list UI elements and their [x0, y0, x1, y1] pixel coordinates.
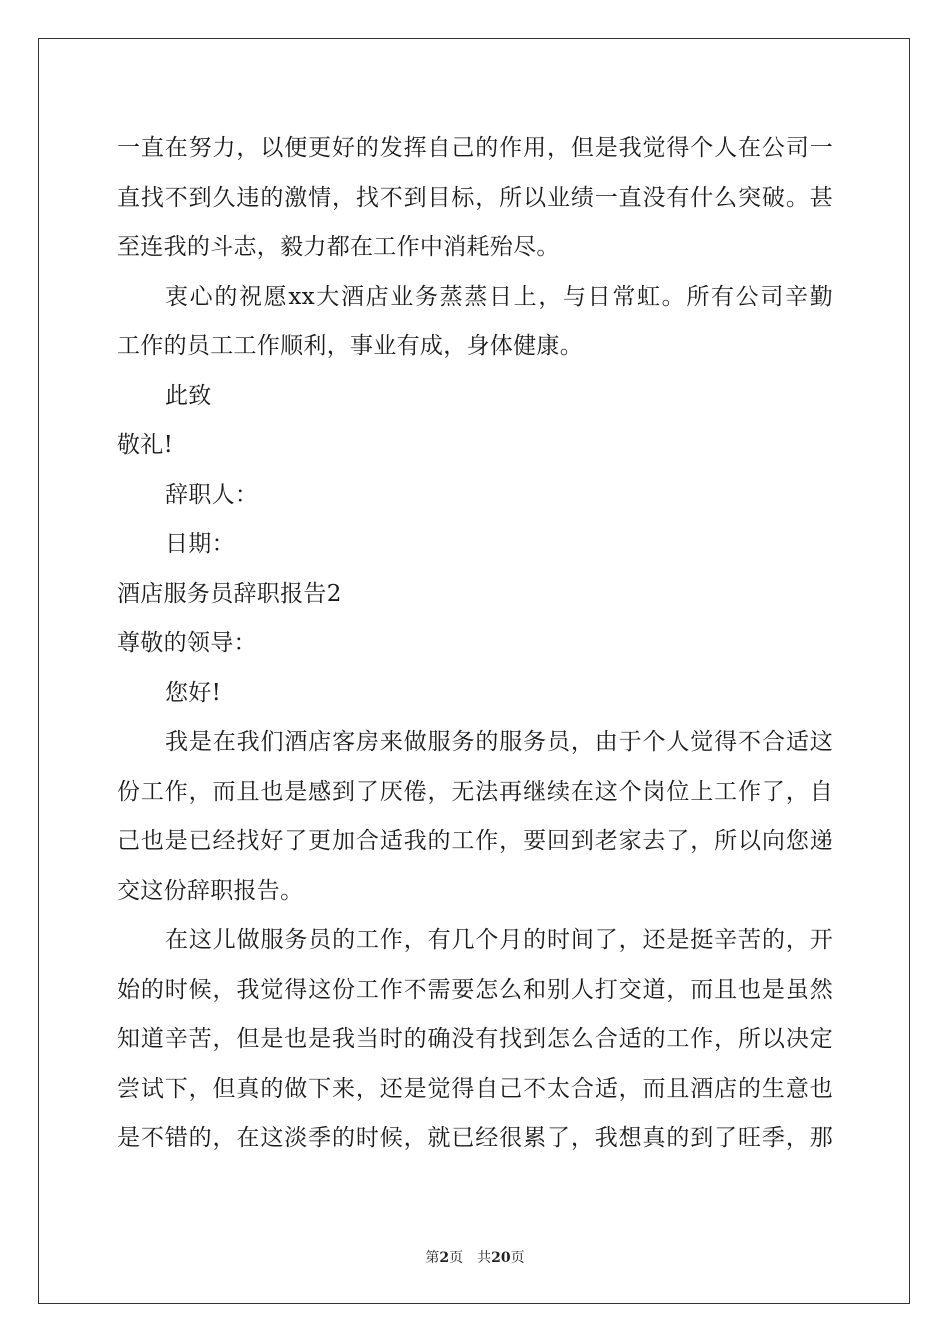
text-line: 工作的员工工作顺利，事业有成，身体健康。 — [117, 333, 583, 359]
total-pages: 20 — [491, 1250, 511, 1266]
closing-salutation: 此致 — [165, 382, 212, 409]
greeting: 尊敬的领导： — [117, 630, 257, 656]
page-number: 2 — [439, 1250, 450, 1266]
text-line: 在这儿做服务员的工作，有几个月的时间了，还是挺辛苦的，开 — [165, 927, 833, 953]
date-label: 日期： — [165, 531, 235, 557]
signature-label: 辞职人： — [165, 481, 259, 508]
text-line: 知道辛苦，但是也是我当时的确没有找到怎么合适的工作，所以决定 — [117, 1026, 833, 1052]
text-line: 衷心的祝愿xx大酒店业务蒸蒸日上，与日常虹。所有公司辛勤 — [165, 283, 833, 310]
document-body — [117, 124, 833, 1164]
total-suffix: 页 — [510, 1250, 525, 1266]
text-line: 份工作，而且也是感到了厌倦，无法再继续在这个岗位上工作了，自 — [117, 778, 833, 805]
greeting-hello: 您好! — [165, 679, 222, 706]
text-line: 尝试下，但真的做下来，还是觉得自己不太合适，而且酒店的生意也 — [117, 1075, 833, 1102]
page-footer — [0, 1247, 950, 1267]
closing-regards: 敬礼! — [117, 432, 174, 458]
page-suffix: 页 — [449, 1250, 464, 1266]
text-line: 我是在我们酒店客房来做服务的服务员，由于个人觉得不合适这 — [165, 729, 833, 755]
text-line: 一直在努力，以便更好的发挥自己的作用，但是我觉得个人在公司一 — [117, 135, 833, 161]
text-line: 直找不到久违的激情，找不到目标，所以业绩一直没有什么突破。甚 — [117, 184, 833, 211]
text-line: 交这份辞职报告。 — [117, 877, 304, 904]
text-line: 是不错的，在这淡季的时候，就已经很累了，我想真的到了旺季，那 — [117, 1125, 833, 1151]
text-line: 至连我的斗志，毅力都在工作中消耗殆尽。 — [117, 234, 560, 260]
text-line: 己也是已经找好了更加合适我的工作，要回到老家去了，所以向您递 — [117, 828, 833, 854]
text-line: 始的时候，我觉得这份工作不需要怎么和别人打交道，而且也是虽然 — [117, 976, 833, 1003]
section-title: 酒店服务员辞职报告2 — [117, 580, 342, 607]
total-prefix: 共 — [477, 1250, 492, 1266]
page-prefix: 第 — [425, 1250, 440, 1266]
